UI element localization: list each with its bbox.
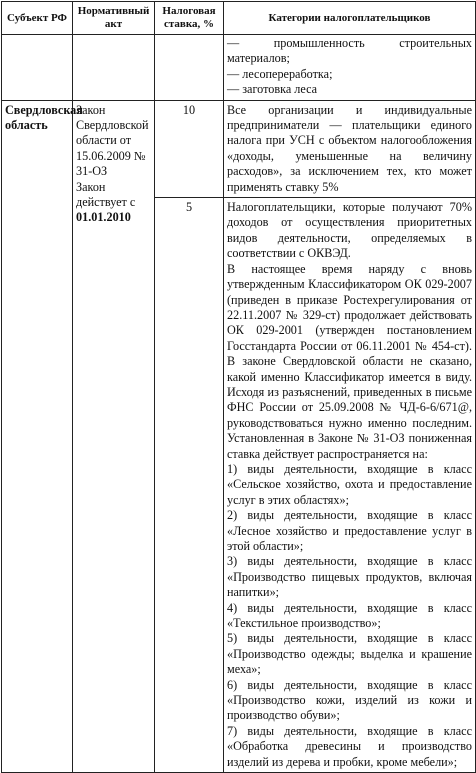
region-act-cell <box>73 100 155 772</box>
category-paragraph: Налогоплательщики, которые получают 70% доходов от осуществления приоритетных видов деятельности, определяемых в соответствии с ОКВЭД. <box>227 200 472 261</box>
rate-value: 5 <box>155 198 224 773</box>
continuation-row <box>2 35 476 101</box>
header-categories: Категории налогоплательщиков <box>224 2 476 35</box>
category-paragraph: В настоящее время наряду с вновь утвержденным Классификатором ОК 029-2007 (приведен в приказе Ростехрегулирования от 22.11.2007 № 329-ст) продолжает действовать ОК 029-2001 (утвержден постановлением Госстандарта России от 06.11.2001 № 454-ст). В законе Свердловской области не сказано, какой именно Классификатор имеется в виду. Исходя из разъяснений, приведенных в письме ФНС России от 25.09.2008 № ЧД-6-6/671@, руководствоваться нужно именно последним. Установленная в Законе № 31-ОЗ пониженная ставка действует распространяется на: <box>227 261 472 461</box>
rate-value: 10 <box>155 100 224 197</box>
continuation-line: — промышленность строительных материалов; <box>227 36 472 66</box>
tax-rates-table <box>1 1 476 773</box>
continuation-cell <box>224 35 476 101</box>
act-text: Закон Свердловской области от 15.06.2009 № 31-ОЗ <box>76 102 149 179</box>
category-paragraph: Все организации и индивидуальные предприниматели — плательщики единого налога при УСН с объектом налогообложения «доходы, уменьшенные на величину расходов», за исключением тех, кто может применять ставку 5% <box>227 102 472 194</box>
header-subject: Субъект РФ <box>2 2 73 35</box>
category-list-item: 4) виды деятельности, входящие в класс «Текстильное производство»; <box>227 600 472 631</box>
header-rate: Налоговая ставка, % <box>155 2 224 35</box>
table-row <box>2 100 476 197</box>
category-list-item: 2) виды деятельности, входящие в класс «Лесное хозяйство и предоставление услуг в этой области»; <box>227 508 472 553</box>
category-cell <box>224 100 476 197</box>
category-list-item: 7) виды деятельности, входящие в класс «Обработка древесины и производство изделий из дерева и пробки, кроме мебели»; <box>227 723 472 769</box>
category-list-item: 5) виды деятельности, входящие в класс «Производство одежды; выделка и крашение меха»; <box>227 631 472 677</box>
region-subject: Свердловская область <box>2 100 73 772</box>
effective-prefix: Закон действует с <box>76 179 136 210</box>
table-header-row <box>2 2 476 35</box>
continuation-line: — заготовка леса <box>227 82 318 97</box>
category-list-item: 1) виды деятельности, входящие в класс «Сельское хозяйство, охота и предоставление услуг в этих областях»; <box>227 461 472 507</box>
category-list-item: 3) виды деятельности, входящие в класс «Производство пищевых продуктов, включая напитки»; <box>227 554 472 600</box>
category-cell <box>224 198 476 773</box>
category-list-item: 6) виды деятельности, входящие в класс «Производство кожи, изделий из кожи и производство обуви»; <box>227 677 472 723</box>
header-act: Нормативный акт <box>73 2 155 35</box>
effective-date: 01.01.2010 <box>76 210 131 225</box>
continuation-line: — лесопереработка; <box>227 66 333 81</box>
